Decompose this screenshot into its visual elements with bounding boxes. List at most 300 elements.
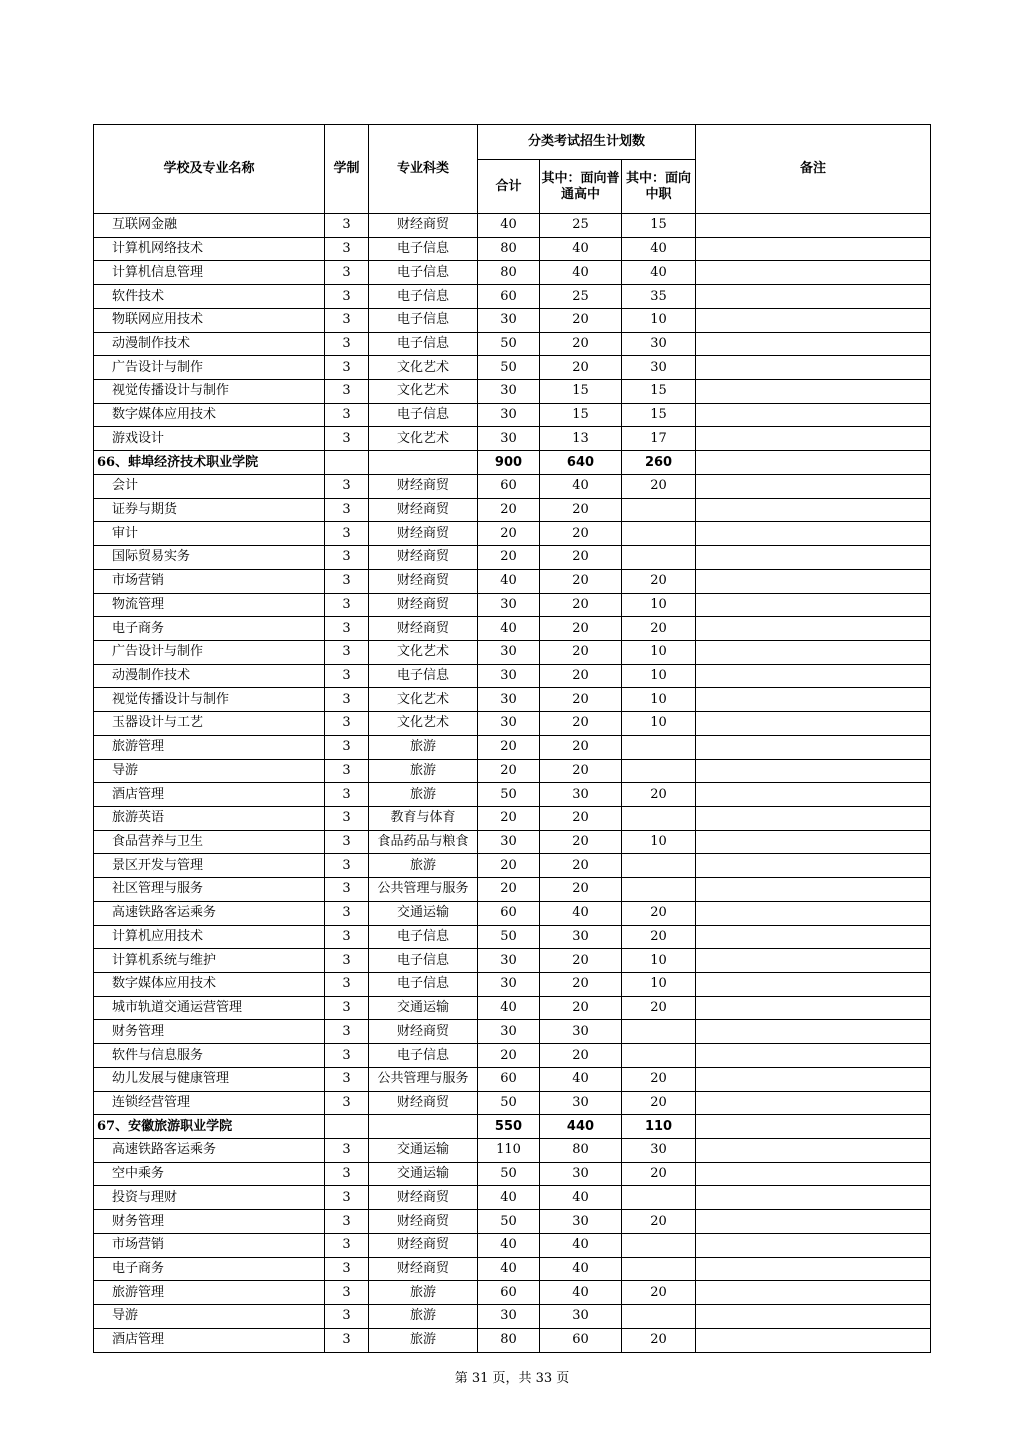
cell-high-school: 30 — [540, 925, 622, 949]
cell-remarks — [696, 1091, 931, 1115]
cell-remarks — [696, 332, 931, 356]
cell-years: 3 — [325, 1328, 369, 1352]
cell-high-school: 20 — [540, 569, 622, 593]
cell-total: 30 — [478, 973, 540, 997]
cell-total: 550 — [478, 1115, 540, 1139]
table-row — [94, 735, 931, 759]
cell-high-school: 20 — [540, 617, 622, 641]
cell-years: 3 — [325, 332, 369, 356]
table-row — [94, 474, 931, 498]
cell-vocational: 10 — [622, 308, 696, 332]
table-row — [94, 1281, 931, 1305]
cell-years: 3 — [325, 1067, 369, 1091]
cell-category: 旅游 — [369, 759, 478, 783]
cell-years: 3 — [325, 1044, 369, 1068]
cell-name: 市场营销 — [94, 569, 325, 593]
cell-category: 电子信息 — [369, 237, 478, 261]
cell-category: 电子信息 — [369, 403, 478, 427]
cell-vocational: 40 — [622, 261, 696, 285]
cell-remarks — [696, 1139, 931, 1163]
cell-remarks — [696, 854, 931, 878]
cell-name: 空中乘务 — [94, 1162, 325, 1186]
cell-years: 3 — [325, 878, 369, 902]
cell-total: 20 — [478, 806, 540, 830]
cell-name: 证券与期货 — [94, 498, 325, 522]
cell-years: 3 — [325, 356, 369, 380]
cell-name: 城市轨道交通运营管理 — [94, 996, 325, 1020]
cell-category: 旅游 — [369, 854, 478, 878]
table-header — [94, 125, 931, 214]
cell-years: 3 — [325, 640, 369, 664]
cell-total: 30 — [478, 403, 540, 427]
cell-vocational: 30 — [622, 332, 696, 356]
cell-high-school: 20 — [540, 878, 622, 902]
cell-years: 3 — [325, 949, 369, 973]
cell-name: 国际贸易实务 — [94, 546, 325, 570]
cell-name: 数字媒体应用技术 — [94, 973, 325, 997]
cell-vocational — [622, 522, 696, 546]
cell-name: 互联网金融 — [94, 214, 325, 238]
cell-name: 社区管理与服务 — [94, 878, 325, 902]
header-total: 合计 — [478, 160, 540, 214]
cell-name: 数字媒体应用技术 — [94, 403, 325, 427]
cell-remarks — [696, 214, 931, 238]
cell-total: 40 — [478, 214, 540, 238]
table-row — [94, 593, 931, 617]
cell-name: 导游 — [94, 1305, 325, 1329]
cell-high-school: 30 — [540, 1020, 622, 1044]
cell-total: 20 — [478, 498, 540, 522]
table-row — [94, 806, 931, 830]
cell-remarks — [696, 1257, 931, 1281]
cell-remarks — [696, 617, 931, 641]
cell-name: 游戏设计 — [94, 427, 325, 451]
cell-name: 物联网应用技术 — [94, 308, 325, 332]
cell-category: 公共管理与服务 — [369, 1067, 478, 1091]
cell-high-school: 20 — [540, 664, 622, 688]
cell-vocational — [622, 498, 696, 522]
cell-remarks — [696, 451, 931, 475]
cell-high-school: 20 — [540, 949, 622, 973]
table-row — [94, 925, 931, 949]
cell-vocational — [622, 854, 696, 878]
cell-remarks — [696, 949, 931, 973]
cell-years: 3 — [325, 1091, 369, 1115]
table-row — [94, 1186, 931, 1210]
cell-total: 20 — [478, 759, 540, 783]
cell-category: 文化艺术 — [369, 688, 478, 712]
table-row — [94, 332, 931, 356]
cell-years: 3 — [325, 735, 369, 759]
cell-name: 财务管理 — [94, 1210, 325, 1234]
cell-total: 50 — [478, 356, 540, 380]
cell-remarks — [696, 285, 931, 309]
cell-vocational: 15 — [622, 403, 696, 427]
cell-remarks — [696, 498, 931, 522]
cell-years: 3 — [325, 806, 369, 830]
cell-category: 电子信息 — [369, 925, 478, 949]
cell-vocational — [622, 806, 696, 830]
header-vocational: 其中：面向中职 — [622, 160, 696, 214]
cell-name: 广告设计与制作 — [94, 640, 325, 664]
cell-remarks — [696, 973, 931, 997]
cell-name: 会计 — [94, 474, 325, 498]
cell-total: 30 — [478, 640, 540, 664]
cell-category: 电子信息 — [369, 949, 478, 973]
cell-vocational — [622, 1305, 696, 1329]
cell-category: 财经商贸 — [369, 1091, 478, 1115]
table-row — [94, 1233, 931, 1257]
table-row — [94, 498, 931, 522]
table-row — [94, 640, 931, 664]
cell-total: 40 — [478, 1186, 540, 1210]
cell-vocational: 20 — [622, 569, 696, 593]
cell-vocational — [622, 1233, 696, 1257]
cell-vocational: 20 — [622, 1281, 696, 1305]
table-row — [94, 237, 931, 261]
cell-high-school: 80 — [540, 1139, 622, 1163]
cell-remarks — [696, 1281, 931, 1305]
cell-name: 幼儿发展与健康管理 — [94, 1067, 325, 1091]
table-row — [94, 688, 931, 712]
cell-total: 30 — [478, 1020, 540, 1044]
cell-name: 计算机信息管理 — [94, 261, 325, 285]
header-school-major-name: 学校及专业名称 — [94, 125, 325, 214]
cell-remarks — [696, 261, 931, 285]
cell-high-school: 40 — [540, 901, 622, 925]
table-row — [94, 1162, 931, 1186]
cell-name: 计算机系统与维护 — [94, 949, 325, 973]
cell-category: 文化艺术 — [369, 712, 478, 736]
cell-high-school: 20 — [540, 830, 622, 854]
table-row — [94, 1210, 931, 1234]
page-number: 第 31 页，共 33 页 — [454, 1371, 570, 1386]
cell-category: 旅游 — [369, 735, 478, 759]
cell-high-school: 20 — [540, 688, 622, 712]
cell-vocational: 10 — [622, 688, 696, 712]
cell-category — [369, 451, 478, 475]
cell-category: 文化艺术 — [369, 640, 478, 664]
cell-remarks — [696, 308, 931, 332]
cell-remarks — [696, 1328, 931, 1352]
cell-years — [325, 451, 369, 475]
cell-remarks — [696, 356, 931, 380]
cell-remarks — [696, 1044, 931, 1068]
cell-years: 3 — [325, 973, 369, 997]
cell-high-school: 30 — [540, 1210, 622, 1234]
cell-remarks — [696, 522, 931, 546]
cell-total: 50 — [478, 1162, 540, 1186]
cell-total: 40 — [478, 617, 540, 641]
cell-high-school: 640 — [540, 451, 622, 475]
cell-years: 3 — [325, 498, 369, 522]
cell-category: 文化艺术 — [369, 380, 478, 404]
cell-category: 财经商贸 — [369, 1233, 478, 1257]
cell-high-school: 15 — [540, 403, 622, 427]
cell-category: 旅游 — [369, 783, 478, 807]
cell-vocational: 10 — [622, 664, 696, 688]
cell-total: 40 — [478, 996, 540, 1020]
cell-total: 30 — [478, 380, 540, 404]
cell-vocational: 20 — [622, 1067, 696, 1091]
cell-name: 视觉传播设计与制作 — [94, 380, 325, 404]
cell-total: 40 — [478, 569, 540, 593]
cell-remarks — [696, 878, 931, 902]
table-row — [94, 546, 931, 570]
cell-total: 60 — [478, 285, 540, 309]
cell-high-school: 20 — [540, 759, 622, 783]
cell-name: 食品营养与卫生 — [94, 830, 325, 854]
cell-category: 财经商贸 — [369, 1020, 478, 1044]
cell-remarks — [696, 735, 931, 759]
cell-years: 3 — [325, 285, 369, 309]
cell-name: 动漫制作技术 — [94, 664, 325, 688]
cell-category: 交通运输 — [369, 901, 478, 925]
cell-vocational: 10 — [622, 593, 696, 617]
cell-category: 电子信息 — [369, 973, 478, 997]
cell-total: 40 — [478, 1233, 540, 1257]
cell-remarks — [696, 712, 931, 736]
cell-high-school: 20 — [540, 498, 622, 522]
cell-high-school: 40 — [540, 474, 622, 498]
cell-name: 导游 — [94, 759, 325, 783]
table-row — [94, 949, 931, 973]
cell-vocational: 10 — [622, 973, 696, 997]
cell-high-school: 25 — [540, 285, 622, 309]
cell-vocational: 20 — [622, 617, 696, 641]
cell-category: 财经商贸 — [369, 546, 478, 570]
cell-name: 物流管理 — [94, 593, 325, 617]
cell-years: 3 — [325, 474, 369, 498]
cell-years: 3 — [325, 237, 369, 261]
cell-high-school: 40 — [540, 1186, 622, 1210]
table-row — [94, 1091, 931, 1115]
cell-remarks — [696, 1115, 931, 1139]
cell-name: 广告设计与制作 — [94, 356, 325, 380]
cell-vocational: 20 — [622, 1328, 696, 1352]
cell-high-school: 20 — [540, 332, 622, 356]
header-plan-group: 分类考试招生计划数 — [478, 125, 696, 160]
table-row — [94, 214, 931, 238]
cell-vocational: 10 — [622, 640, 696, 664]
cell-remarks — [696, 996, 931, 1020]
cell-name: 景区开发与管理 — [94, 854, 325, 878]
cell-category: 财经商贸 — [369, 593, 478, 617]
cell-category: 公共管理与服务 — [369, 878, 478, 902]
cell-name: 投资与理财 — [94, 1186, 325, 1210]
cell-name: 66、蚌埠经济技术职业学院 — [94, 451, 325, 475]
table-row — [94, 522, 931, 546]
table-row — [94, 1257, 931, 1281]
cell-name: 旅游管理 — [94, 1281, 325, 1305]
cell-category: 财经商贸 — [369, 522, 478, 546]
cell-vocational: 110 — [622, 1115, 696, 1139]
enrollment-plan-table — [93, 124, 931, 1353]
cell-remarks — [696, 546, 931, 570]
cell-name: 电子商务 — [94, 617, 325, 641]
cell-total: 40 — [478, 1257, 540, 1281]
cell-category: 财经商贸 — [369, 1210, 478, 1234]
cell-remarks — [696, 1162, 931, 1186]
cell-years: 3 — [325, 688, 369, 712]
table-row — [94, 403, 931, 427]
cell-vocational: 10 — [622, 712, 696, 736]
cell-years: 3 — [325, 569, 369, 593]
cell-high-school: 40 — [540, 1281, 622, 1305]
cell-remarks — [696, 569, 931, 593]
cell-remarks — [696, 925, 931, 949]
cell-remarks — [696, 806, 931, 830]
cell-name: 旅游管理 — [94, 735, 325, 759]
cell-remarks — [696, 1210, 931, 1234]
cell-high-school: 440 — [540, 1115, 622, 1139]
cell-category: 食品药品与粮食 — [369, 830, 478, 854]
table-row — [94, 617, 931, 641]
cell-category: 财经商贸 — [369, 617, 478, 641]
cell-total: 20 — [478, 854, 540, 878]
cell-total: 110 — [478, 1139, 540, 1163]
cell-remarks — [696, 759, 931, 783]
cell-years: 3 — [325, 1257, 369, 1281]
cell-total: 50 — [478, 1210, 540, 1234]
cell-remarks — [696, 380, 931, 404]
cell-total: 900 — [478, 451, 540, 475]
cell-years: 3 — [325, 1281, 369, 1305]
cell-total: 50 — [478, 783, 540, 807]
cell-name: 旅游英语 — [94, 806, 325, 830]
cell-vocational: 40 — [622, 237, 696, 261]
cell-total: 80 — [478, 1328, 540, 1352]
cell-high-school: 20 — [540, 640, 622, 664]
table-row — [94, 1328, 931, 1352]
table-row — [94, 569, 931, 593]
cell-remarks — [696, 1186, 931, 1210]
cell-total: 50 — [478, 1091, 540, 1115]
table-row — [94, 830, 931, 854]
table-row — [94, 1044, 931, 1068]
cell-years: 3 — [325, 380, 369, 404]
cell-remarks — [696, 427, 931, 451]
cell-vocational — [622, 735, 696, 759]
cell-total: 30 — [478, 949, 540, 973]
school-row — [94, 1115, 931, 1139]
cell-category: 文化艺术 — [369, 427, 478, 451]
cell-high-school: 15 — [540, 380, 622, 404]
cell-years: 3 — [325, 783, 369, 807]
cell-category — [369, 1115, 478, 1139]
cell-total: 60 — [478, 901, 540, 925]
cell-years: 3 — [325, 214, 369, 238]
cell-vocational — [622, 1020, 696, 1044]
cell-vocational — [622, 1186, 696, 1210]
cell-years: 3 — [325, 1162, 369, 1186]
cell-high-school: 20 — [540, 996, 622, 1020]
cell-vocational: 17 — [622, 427, 696, 451]
cell-remarks — [696, 901, 931, 925]
cell-category: 财经商贸 — [369, 498, 478, 522]
cell-total: 30 — [478, 688, 540, 712]
cell-years: 3 — [325, 1186, 369, 1210]
cell-total: 50 — [478, 332, 540, 356]
cell-remarks — [696, 403, 931, 427]
cell-years: 3 — [325, 854, 369, 878]
table-row — [94, 380, 931, 404]
cell-total: 30 — [478, 427, 540, 451]
table-row — [94, 1020, 931, 1044]
cell-name: 软件与信息服务 — [94, 1044, 325, 1068]
cell-category: 财经商贸 — [369, 1257, 478, 1281]
cell-total: 20 — [478, 735, 540, 759]
cell-remarks — [696, 474, 931, 498]
cell-category: 电子信息 — [369, 308, 478, 332]
table-row — [94, 1067, 931, 1091]
table-row — [94, 285, 931, 309]
cell-total: 30 — [478, 664, 540, 688]
cell-name: 视觉传播设计与制作 — [94, 688, 325, 712]
header-high-school: 其中：面向普通高中 — [540, 160, 622, 214]
cell-high-school: 40 — [540, 237, 622, 261]
cell-vocational: 30 — [622, 1139, 696, 1163]
cell-vocational: 15 — [622, 380, 696, 404]
table-row — [94, 996, 931, 1020]
cell-high-school: 30 — [540, 1305, 622, 1329]
cell-years: 3 — [325, 1020, 369, 1044]
table-row — [94, 783, 931, 807]
cell-years: 3 — [325, 664, 369, 688]
cell-total: 50 — [478, 925, 540, 949]
cell-years: 3 — [325, 617, 369, 641]
cell-total: 20 — [478, 878, 540, 902]
cell-name: 67、安徽旅游职业学院 — [94, 1115, 325, 1139]
cell-total: 20 — [478, 546, 540, 570]
cell-remarks — [696, 688, 931, 712]
cell-category: 旅游 — [369, 1281, 478, 1305]
cell-name: 酒店管理 — [94, 1328, 325, 1352]
cell-vocational — [622, 1257, 696, 1281]
cell-vocational — [622, 546, 696, 570]
cell-name: 动漫制作技术 — [94, 332, 325, 356]
cell-high-school: 30 — [540, 783, 622, 807]
cell-total: 60 — [478, 1281, 540, 1305]
table-row — [94, 712, 931, 736]
cell-total: 30 — [478, 593, 540, 617]
cell-high-school: 40 — [540, 1233, 622, 1257]
cell-category: 财经商贸 — [369, 474, 478, 498]
cell-total: 20 — [478, 522, 540, 546]
cell-remarks — [696, 1233, 931, 1257]
cell-category: 交通运输 — [369, 996, 478, 1020]
table-row — [94, 427, 931, 451]
cell-years: 3 — [325, 1233, 369, 1257]
cell-category: 交通运输 — [369, 1162, 478, 1186]
cell-high-school: 20 — [540, 356, 622, 380]
cell-remarks — [696, 664, 931, 688]
header-remarks: 备注 — [696, 125, 931, 214]
cell-total: 30 — [478, 830, 540, 854]
cell-high-school: 20 — [540, 806, 622, 830]
cell-years: 3 — [325, 996, 369, 1020]
cell-years — [325, 1115, 369, 1139]
cell-vocational: 20 — [622, 474, 696, 498]
cell-vocational: 20 — [622, 901, 696, 925]
cell-years: 3 — [325, 901, 369, 925]
cell-name: 计算机网络技术 — [94, 237, 325, 261]
table-row — [94, 261, 931, 285]
table-row — [94, 854, 931, 878]
cell-remarks — [696, 593, 931, 617]
cell-high-school: 20 — [540, 735, 622, 759]
cell-high-school: 20 — [540, 593, 622, 617]
